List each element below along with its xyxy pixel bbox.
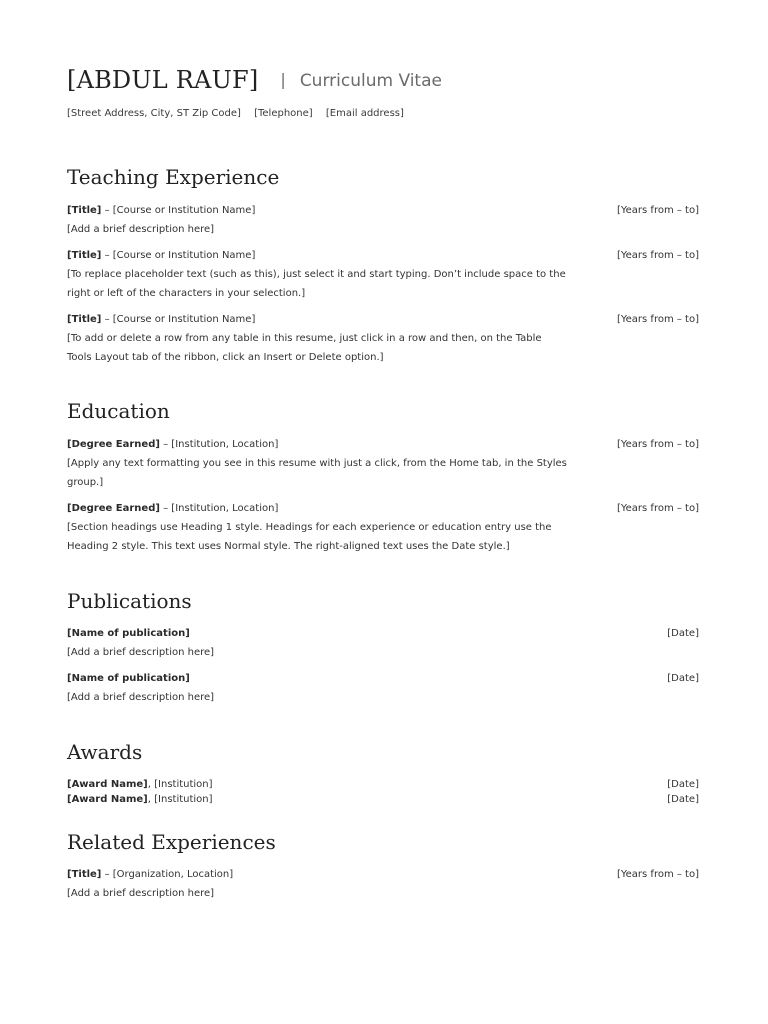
entry-organization: [Course or Institution Name] <box>112 250 256 261</box>
entry-description: [To replace placeholder text (such as this), just select it and start typing. Don’t include space to the right or left of the characters in your selection.] <box>67 269 566 299</box>
entry-dash: – <box>101 250 113 261</box>
entry-date: [Years from – to] <box>616 250 699 261</box>
title-separator: | <box>280 70 286 89</box>
entry-date: [Date] <box>667 628 699 639</box>
entry-date: [Years from – to] <box>616 205 699 216</box>
entry-dash: – <box>101 205 113 216</box>
entry-description: [Section headings use Heading 1 style. Headings for each experience or education entry use the Heading 2 style. This text uses Normal style. The right-aligned text uses the Date style.] <box>67 522 552 552</box>
entry-date: [Years from – to] <box>616 439 699 450</box>
entry-title: [Title] <box>67 869 102 880</box>
entry-date: [Date] <box>667 779 699 790</box>
entry-description: [Add a brief description here] <box>67 692 215 703</box>
entry-organization: [Organization, Location] <box>112 869 234 880</box>
section-heading-awards: Awards <box>67 740 143 764</box>
email-address: [Email address] <box>325 108 404 119</box>
entry-date: [Years from – to] <box>616 314 699 325</box>
entry-description: [To add or delete a row from any table in this resume, just click in a row and then, on the Table Tools Layout tab of the ribbon, click an Insert or Delete option.] <box>67 333 542 363</box>
entry-heading <box>67 503 699 515</box>
award-name: [Award Name] <box>67 779 148 790</box>
entry-date: [Years from – to] <box>616 503 699 514</box>
award-comma: , <box>147 779 155 790</box>
document-subtitle: Curriculum Vitae <box>299 71 442 91</box>
entry-heading <box>67 628 699 640</box>
entry-dash: – <box>101 314 113 325</box>
entry-organization: [Institution, Location] <box>171 439 279 450</box>
contact-line <box>67 108 414 119</box>
entry-date: [Date] <box>667 794 699 805</box>
entry-title: [Degree Earned] <box>67 503 160 514</box>
entry-organization: [Institution, Location] <box>171 503 279 514</box>
entry-description: [Apply any text formatting you see in this resume with just a click, from the Home tab, in the Styles group.] <box>67 458 567 488</box>
entry-heading <box>67 205 699 217</box>
section-heading-teaching: Teaching Experience <box>67 165 280 189</box>
entry-organization: [Course or Institution Name] <box>112 205 256 216</box>
entry-date: [Date] <box>667 673 699 684</box>
award-institution: [Institution] <box>154 779 213 790</box>
entry-heading <box>67 869 699 881</box>
entry-dash: – <box>101 869 113 880</box>
cv-header <box>67 66 442 94</box>
entry-description: [Add a brief description here] <box>67 224 215 235</box>
section-heading-publications: Publications <box>67 589 192 613</box>
award-institution: [Institution] <box>154 794 213 805</box>
person-name: [ABDUL RAUF] <box>67 66 259 94</box>
entry-dash: – <box>159 439 172 450</box>
entry-date: [Years from – to] <box>616 869 699 880</box>
publication-name: [Name of publication] <box>67 673 190 684</box>
entry-title: [Title] <box>67 250 102 261</box>
entry-heading <box>67 439 699 451</box>
entry-description: [Add a brief description here] <box>67 647 215 658</box>
entry-heading <box>67 314 699 326</box>
street-address: [Street Address, City, ST Zip Code] <box>67 108 241 119</box>
publication-name: [Name of publication] <box>67 628 190 639</box>
telephone: [Telephone] <box>254 108 313 119</box>
section-heading-education: Education <box>67 399 170 423</box>
entry-heading <box>67 673 699 685</box>
award-line <box>67 779 699 791</box>
section-heading-related: Related Experiences <box>67 830 276 854</box>
award-comma: , <box>147 794 155 805</box>
entry-title: [Title] <box>67 314 102 325</box>
entry-description: [Add a brief description here] <box>67 888 215 899</box>
entry-title: [Title] <box>67 205 102 216</box>
award-line <box>67 794 699 806</box>
entry-heading <box>67 250 699 262</box>
entry-title: [Degree Earned] <box>67 439 160 450</box>
entry-dash: – <box>159 503 172 514</box>
entry-organization: [Course or Institution Name] <box>112 314 256 325</box>
award-name: [Award Name] <box>67 794 148 805</box>
